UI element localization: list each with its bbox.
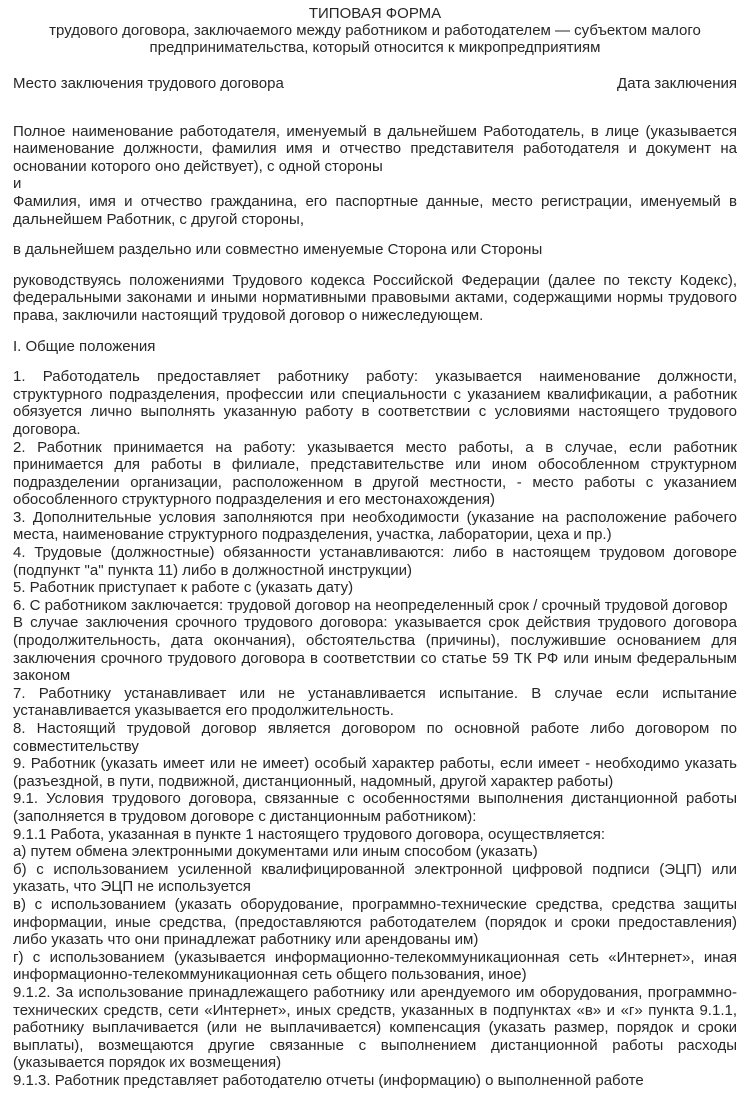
document-header [13, 5, 737, 56]
contract-item-9-1-1-g: г) с использованием (указывается информационно-телекоммуникационная сеть «Интернет», иная информационно-телекоммуникационная сеть общего пользования, иное) [13, 948, 737, 984]
contract-item-6: 6. С работником заключается: трудовой договор на неопределенный срок / срочный трудовой договор [13, 596, 728, 614]
meta-row [13, 75, 737, 93]
contract-item-9-1-1: 9.1.1 Работа, указанная в пункте 1 настоящего трудового договора, осуществляется: [13, 825, 606, 843]
preamble-legal-basis: руководствуясь положениями Трудового кодекса Российской Федерации (далее по тексту Кодекс), федеральными законами и иными нормативными правовыми актами, содержащими нормы трудового права, заключили настоящий трудовой договор о нижеследующем. [13, 271, 737, 324]
document-subtitle: трудового договора, заключаемого между работником и работодателем — субъектом малого предпринимательства, который относится к микропредприятиям [49, 22, 701, 56]
preamble-employer: Полное наименование работодателя, именуемый в дальнейшем Работодатель, в лице (указывается наименование должности, фамилия имя и отчество представителя работодателя и документ на основании которого оно действует), с одной стороны [13, 122, 737, 175]
date-of-conclusion-label: Дата заключения [617, 75, 737, 92]
section-heading: I. Общие положения [13, 337, 156, 355]
preamble-conjunction: и [13, 175, 22, 193]
preamble-employee: Фамилия, имя и отчество гражданина, его паспортные данные, место регистрации, именуемый в дальнейшем Работник, с другой стороны, [13, 192, 737, 228]
preamble-parties: в дальнейшем раздельно или совместно именуемые Сторона или Стороны [13, 241, 543, 259]
document-title: ТИПОВАЯ ФОРМА [308, 5, 442, 22]
contract-item-7: 7. Работнику устанавливает или не устанавливается испытание. В случае если испытание устанавливается указывается его продолжительность. [13, 684, 737, 720]
contract-item-9-1: 9.1. Условия трудового договора, связанные с особенностями выполнения дистанционной работы (заполняется в трудовом договоре с дистанционным работником): [13, 790, 737, 825]
general-provisions-list [13, 368, 737, 1089]
contract-item-3: 3. Дополнительные условия заполняются при необходимости (указание на расположение рабочего места, наименование структурного подразделения, участка, лаборатории, цеха и пр.) [13, 508, 737, 544]
contract-item-9-1-1-a: а) путем обмена электронными документами или иным способом (указать) [13, 843, 538, 861]
contract-item-9-1-2: 9.1.2. За использование принадлежащего работнику или арендуемого им оборудования, программно-технических средств, сети «Интернет», иных средств, указанных в подпунктах «в» и «г» пункта 9.1.1, работнику выплачивается (или не выплачивается) компенсация (указать размер, порядок и сроки выплаты), возмещаются другие связанные с выполнением дистанционной работы расходы (указывается порядок их возмещения) [13, 983, 737, 1072]
contract-item-5: 5. Работник приступает к работе с (указать дату) [13, 579, 354, 597]
contract-item-8: 8. Настоящий трудовой договор является договором по основной работе либо договором по совместительству [13, 720, 737, 755]
contract-item-9-1-3: 9.1.3. Работник представляет работодателю отчеты (информацию) о выполненной работе [13, 1071, 644, 1089]
contract-item-1: 1. Работодатель предоставляет работнику работу: указывается наименование должности, структурного подразделения, профессии или специальности с указанием квалификации, а работник обязуется лично выполнять указанную работу в соответствии с условиями настоящего трудового договора. [13, 368, 737, 438]
contract-item-9: 9. Работник (указать имеет или не имеет) особый характер работы, если имеет - необходимо указать (разъездной, в пути, подвижной, дистанционный, надомный, другой характер работы) [13, 755, 737, 790]
contract-item-2: 2. Работник принимается на работу: указывается место работы, а в случае, если работник принимается для работы в филиале, представительстве или ином обособленном структурном подразделении организации, расположенном в другой местности, - место работы с указанием обособленного структурного подразделения и его местонахождения) [13, 438, 737, 509]
contract-item-4: 4. Трудовые (должностные) обязанности устанавливаются: либо в настоящем трудовом договоре (подпункт "а" пункта 11) либо в должностной инструкции) [13, 544, 737, 579]
place-of-conclusion-label: Место заключения трудового договора [13, 75, 284, 92]
contract-item-9-1-1-b: б) с использованием усиленной квалифицированной электронной цифровой подписи (ЭЦП) или указать, что ЭЦП не используется [13, 860, 737, 896]
contract-item-6-continuation: В случае заключения срочного трудового договора: указывается срок действия трудового договора (продолжительность, дата окончания), обстоятельства (причины), послужившие основанием для заключения срочного трудового договора в соответствии со статье 59 ТК РФ или иным федеральным законом [13, 614, 737, 685]
contract-item-9-1-1-v: в) с использованием (указать оборудование, программно-технические средства, средства защиты информации, иные средства, (предоставляются работодателем (порядок и сроки предоставления) либо указать что они принадлежат работнику или арендованы им) [13, 895, 737, 949]
